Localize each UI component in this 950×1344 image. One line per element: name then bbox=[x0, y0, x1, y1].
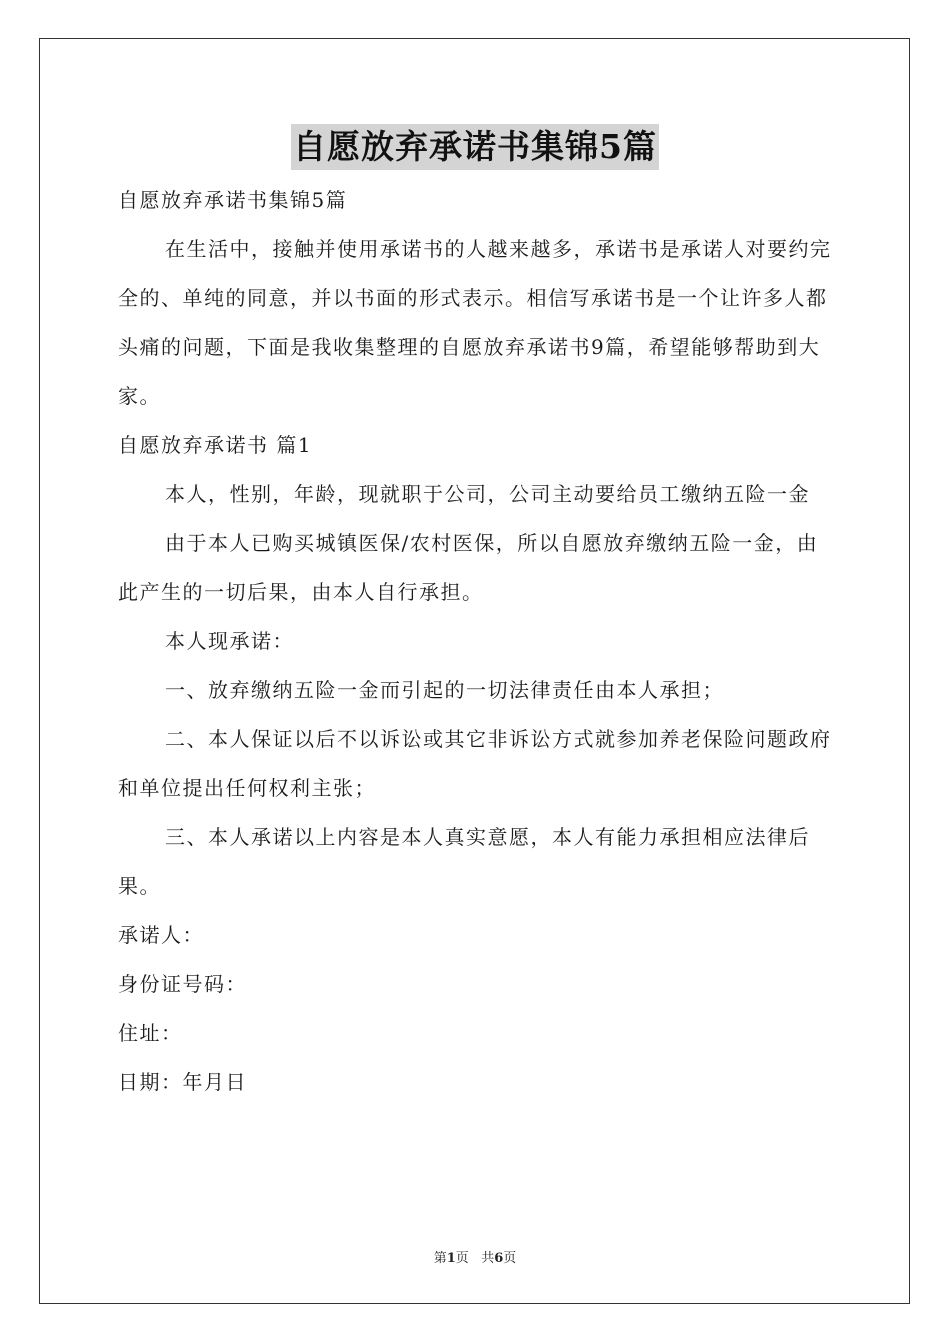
paragraph: 自愿放弃承诺书 篇1 bbox=[118, 433, 313, 457]
total-suffix: 页 bbox=[503, 1251, 517, 1266]
title-container bbox=[0, 124, 950, 170]
page-footer bbox=[0, 1247, 950, 1266]
paragraph: 本人，性别，年龄，现就职于公司，公司主动要给员工缴纳五险一金 bbox=[165, 482, 810, 506]
document-title: 自愿放弃承诺书集锦5篇 bbox=[291, 124, 659, 170]
paragraph: 承诺人： bbox=[118, 923, 204, 947]
paragraph: 自愿放弃承诺书集锦5篇 bbox=[118, 188, 348, 212]
paragraph: 住址： bbox=[118, 1021, 183, 1045]
paragraph: 三、本人承诺以上内容是本人真实意愿，本人有能力承担相应法律后果。 bbox=[118, 825, 810, 898]
total-prefix: 共 bbox=[481, 1251, 495, 1266]
paragraph: 身份证号码： bbox=[118, 972, 247, 996]
page-suffix: 页 bbox=[455, 1251, 469, 1266]
paragraph: 本人现承诺： bbox=[165, 629, 294, 653]
paragraph: 二、本人保证以后不以诉讼或其它非诉讼方式就参加养老保险问题政府和单位提出任何权利主张； bbox=[118, 727, 832, 800]
paragraph: 日期：年月日 bbox=[118, 1070, 247, 1094]
paragraph: 由于本人已购买城镇医保/农村医保，所以自愿放弃缴纳五险一金，由此产生的一切后果，由本人自行承担。 bbox=[118, 531, 819, 604]
paragraph: 一、放弃缴纳五险一金而引起的一切法律责任由本人承担； bbox=[165, 678, 724, 702]
total-pages: 6 bbox=[494, 1251, 504, 1266]
page-prefix: 第 bbox=[433, 1251, 447, 1266]
paragraph: 在生活中，接触并使用承诺书的人越来越多，承诺书是承诺人对要约完全的、单纯的同意，并以书面的形式表示。相信写承诺书是一个让许多人都头痛的问题，下面是我收集整理的自愿放弃承诺书9篇，希望能够帮助到大家。 bbox=[118, 237, 832, 408]
page-number: 1 bbox=[446, 1251, 456, 1266]
document-body bbox=[118, 176, 838, 1107]
